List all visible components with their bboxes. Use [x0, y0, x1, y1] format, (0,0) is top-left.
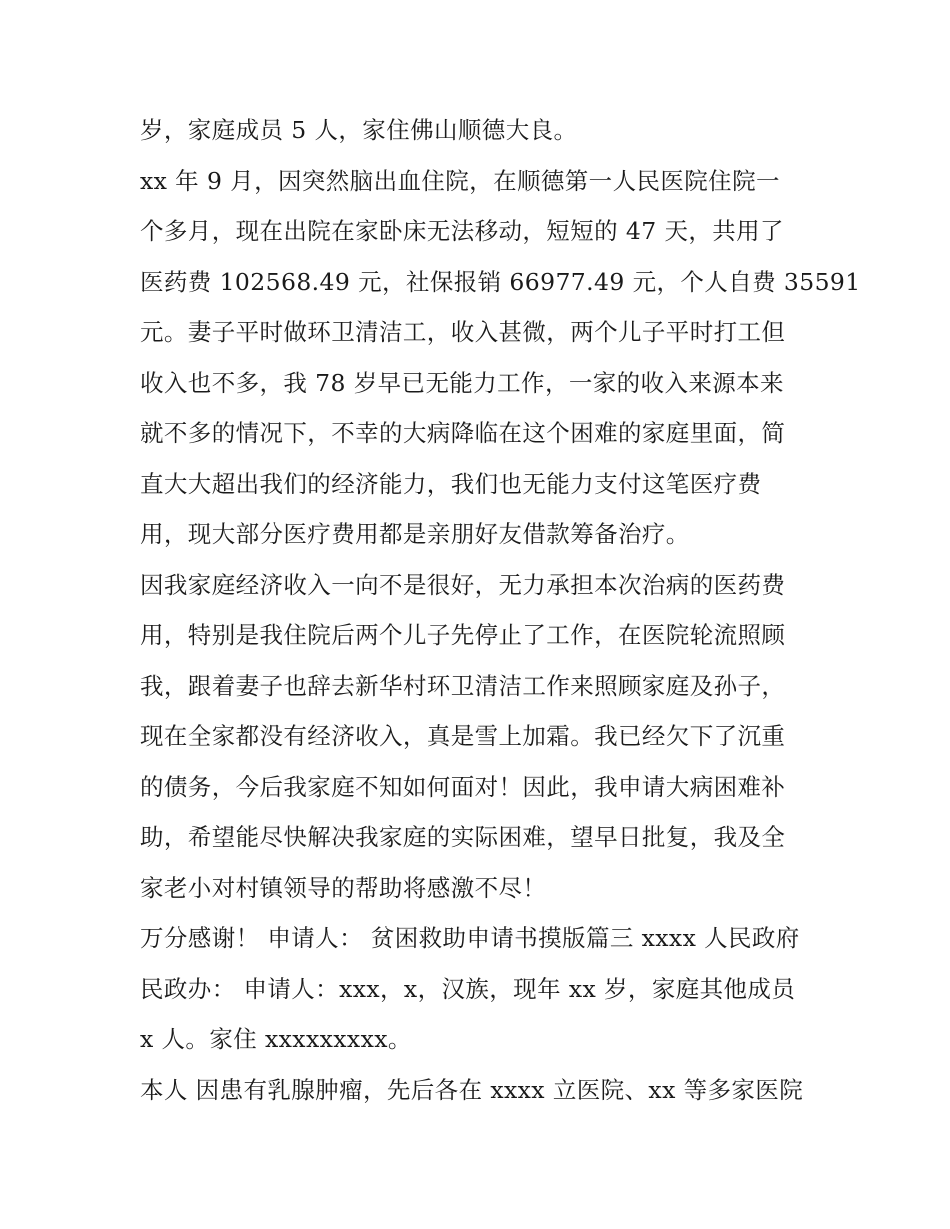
- text-line-19: x 人。家住 xxxxxxxxx。: [140, 1025, 412, 1053]
- text-line-18: 民政办： 申请人：xxx，x，汉族，现年 xx 岁，家庭其他成员: [140, 974, 796, 1003]
- text-line-1: 岁，家庭成员 5 人，家住佛山顺德大良。: [140, 116, 578, 144]
- text-line-2: xx 年 9 月，因突然脑出血住院，在顺德第一人民医院住院一: [140, 166, 780, 195]
- text-line-4: 医药费 102568.49 元，社保报销 66977.49 元，个人自费 35591: [140, 267, 861, 296]
- text-line-10: 因我家庭经济收入一向不是很好，无力承担本次治病的医药费: [140, 570, 786, 599]
- text-line-16: 家老小对村镇领导的帮助将感激不尽！: [140, 873, 547, 902]
- text-line-15: 助，希望能尽快解决我家庭的实际困难，望早日批复，我及全: [140, 823, 786, 851]
- text-line-5: 元。妻子平时做环卫清洁工，收入甚微，两个儿子平时打工但: [140, 318, 786, 346]
- text-line-11: 用，特别是我住院后两个儿子先停止了工作，在医院轮流照顾: [140, 621, 786, 649]
- text-line-3: 个多月，现在出院在家卧床无法移动，短短的 47 天，共用了: [140, 217, 784, 245]
- text-line-20: 本人 因患有乳腺肿瘤，先后各在 xxxx 立医院、xx 等多家医院: [140, 1075, 804, 1104]
- text-line-12: 我，跟着妻子也辞去新华村环卫清洁工作来照顾家庭及孙子，: [140, 671, 786, 700]
- text-line-7: 就不多的情况下，不幸的大病降临在这个困难的家庭里面，简: [140, 419, 786, 447]
- text-line-13: 现在全家都没有经济收入，真是雪上加霜。我已经欠下了沉重: [140, 722, 786, 750]
- text-line-17: 万分感谢！ 申请人： 贫困救助申请书摸版篇三 xxxx 人民政府: [140, 924, 800, 952]
- text-line-8: 直大大超出我们的经济能力，我们也无能力支付这笔医疗费: [140, 469, 762, 498]
- text-line-14: 的债务，今后我家庭不知如何面对！因此，我申请大病困难补: [140, 772, 786, 801]
- text-line-6: 收入也不多，我 78 岁早已无能力工作，一家的收入来源本来: [140, 368, 784, 397]
- document-body: [140, 105, 861, 1115]
- text-line-9: 用，现大部分医疗费用都是亲朋好友借款筹备治疗。: [140, 520, 690, 548]
